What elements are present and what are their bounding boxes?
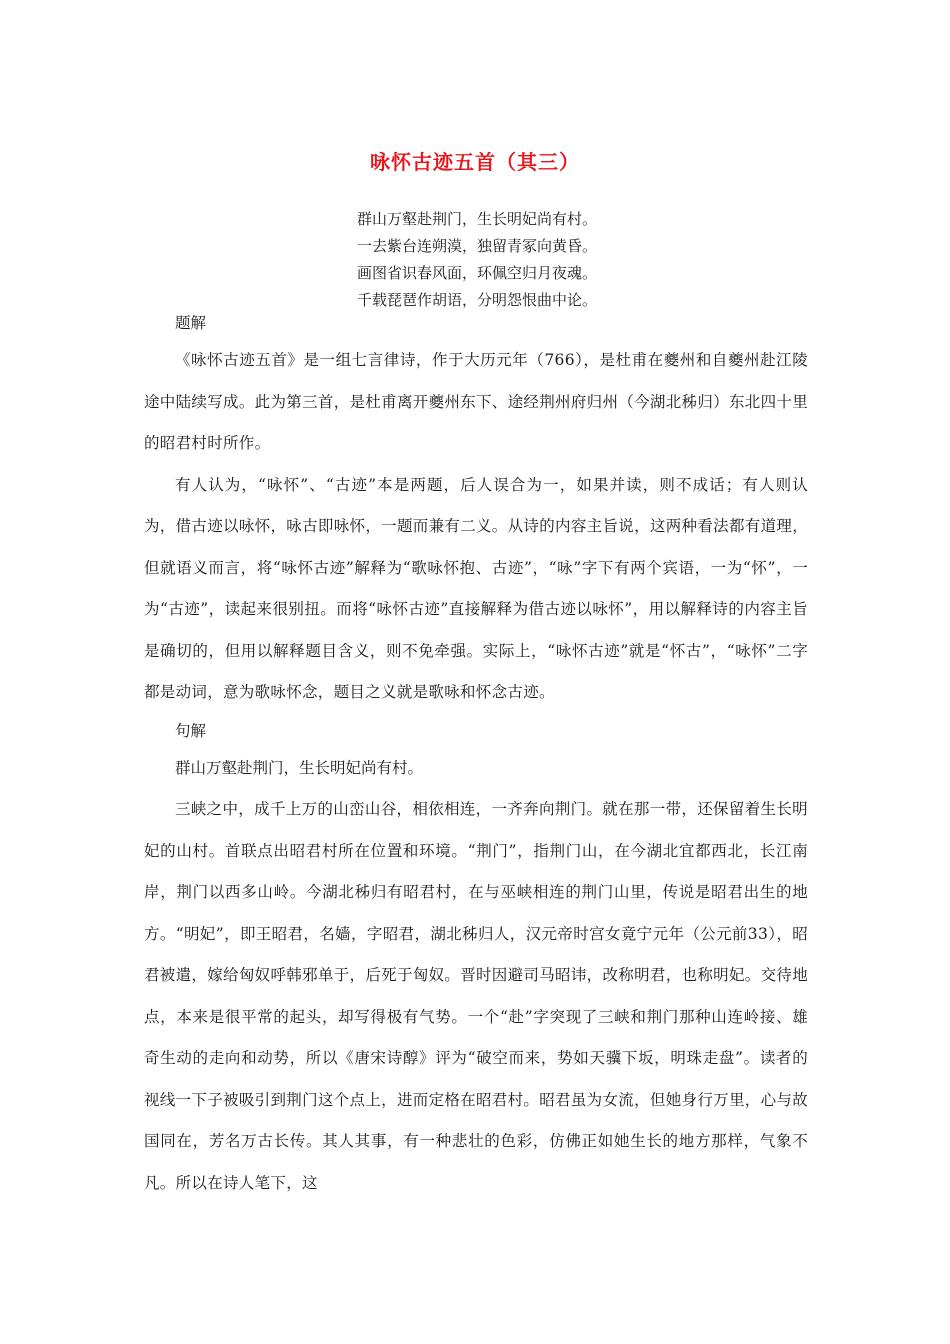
poem-line: 一去紫台连朔漠，独留青冢向黄昏。 [357, 237, 598, 255]
poem-block [357, 206, 677, 314]
section-heading-jujie: 句解 [175, 721, 207, 740]
paragraph-tijie-2: 有人认为，“咏怀”、“古迹”本是两题，后人误合为一，如果并读，则不成话；有人则认为，借古迹以咏怀，咏古即咏怀，一题而兼有二义。从诗的内容主旨说，这两种看法都有道理，但就语义而言，将“咏怀古迹”解释为“歌咏怀抱、古迹”，“咏”字下有两个宾语，一为“怀”，一为“古迹”，读起来很别扭。而将“咏怀古迹”直接解释为借古迹以咏怀”，用以解释诗的内容主旨是确切的，但用以解释题目含义，则不免牵强。实际上，“咏怀古迹”就是“怀古”，“咏怀”二字都是动词，意为歌咏怀念，题目之义就是歌咏和怀念古迹。 [144, 475, 808, 701]
poem-line: 千载琵琶作胡语，分明怨恨曲中论。 [357, 291, 598, 309]
quoted-poem-line: 群山万壑赴荆门，生长明妃尚有村。 [175, 758, 424, 777]
article-body [144, 306, 808, 1204]
section-heading-tijie: 题解 [175, 314, 207, 332]
paragraph-tijie-1: 《咏怀古迹五首》是一组七言律诗，作于大历元年（766），是杜甫在夔州和自夔州赴江陵途中陆续写成。此为第三首，是杜甫离开夔州东下、途经荆州府归州（今湖北秭归）东北四十里的昭君村时所作。 [144, 351, 808, 452]
paragraph-jujie-1: 三峡之中，成千上万的山峦山谷，相依相连，一齐奔向荆门。就在那一带，还保留着生长明妃的山村。首联点出昭君村所在位置和环境。“荆门”，指荆门山，在今湖北宜都西北，长江南岸，荆门以西多山岭。今湖北秭归有昭君村，在与巫峡相连的荆门山里，传说是昭君出生的地方。“明妃”，即王昭君，名嫱，字昭君，湖北秭归人，汉元帝时宫女竟宁元年（公元前33），昭君被遣，嫁给匈奴呼韩邪单于，后死于匈奴。晋时因避司马昭讳，改称明君，也称明妃。交待地点，本来是很平常的起头，却写得极有气势。一个“赴”字突现了三峡和荆门那种山连岭接、雄奇生动的走向和动势，所以《唐宋诗醇》评为“破空而来，势如天骥下坂，明珠走盘”。读者的视线一下子被吸引到荆门这个点上，进而定格在昭君村。昭君虽为女流，但她身行万里，心与故国同在，芳名万古长传。其人其事，有一种悲壮的色彩，仿佛正如她生长的地方那样，气象不凡。所以在诗人笔下，这 [144, 800, 808, 1192]
poem-line: 画图省识春风面，环佩空归月夜魂。 [357, 264, 598, 282]
poem-line: 群山万壑赴荆门，生长明妃尚有村。 [357, 210, 598, 228]
page-title: 咏怀古迹五首（其三） [370, 150, 580, 174]
